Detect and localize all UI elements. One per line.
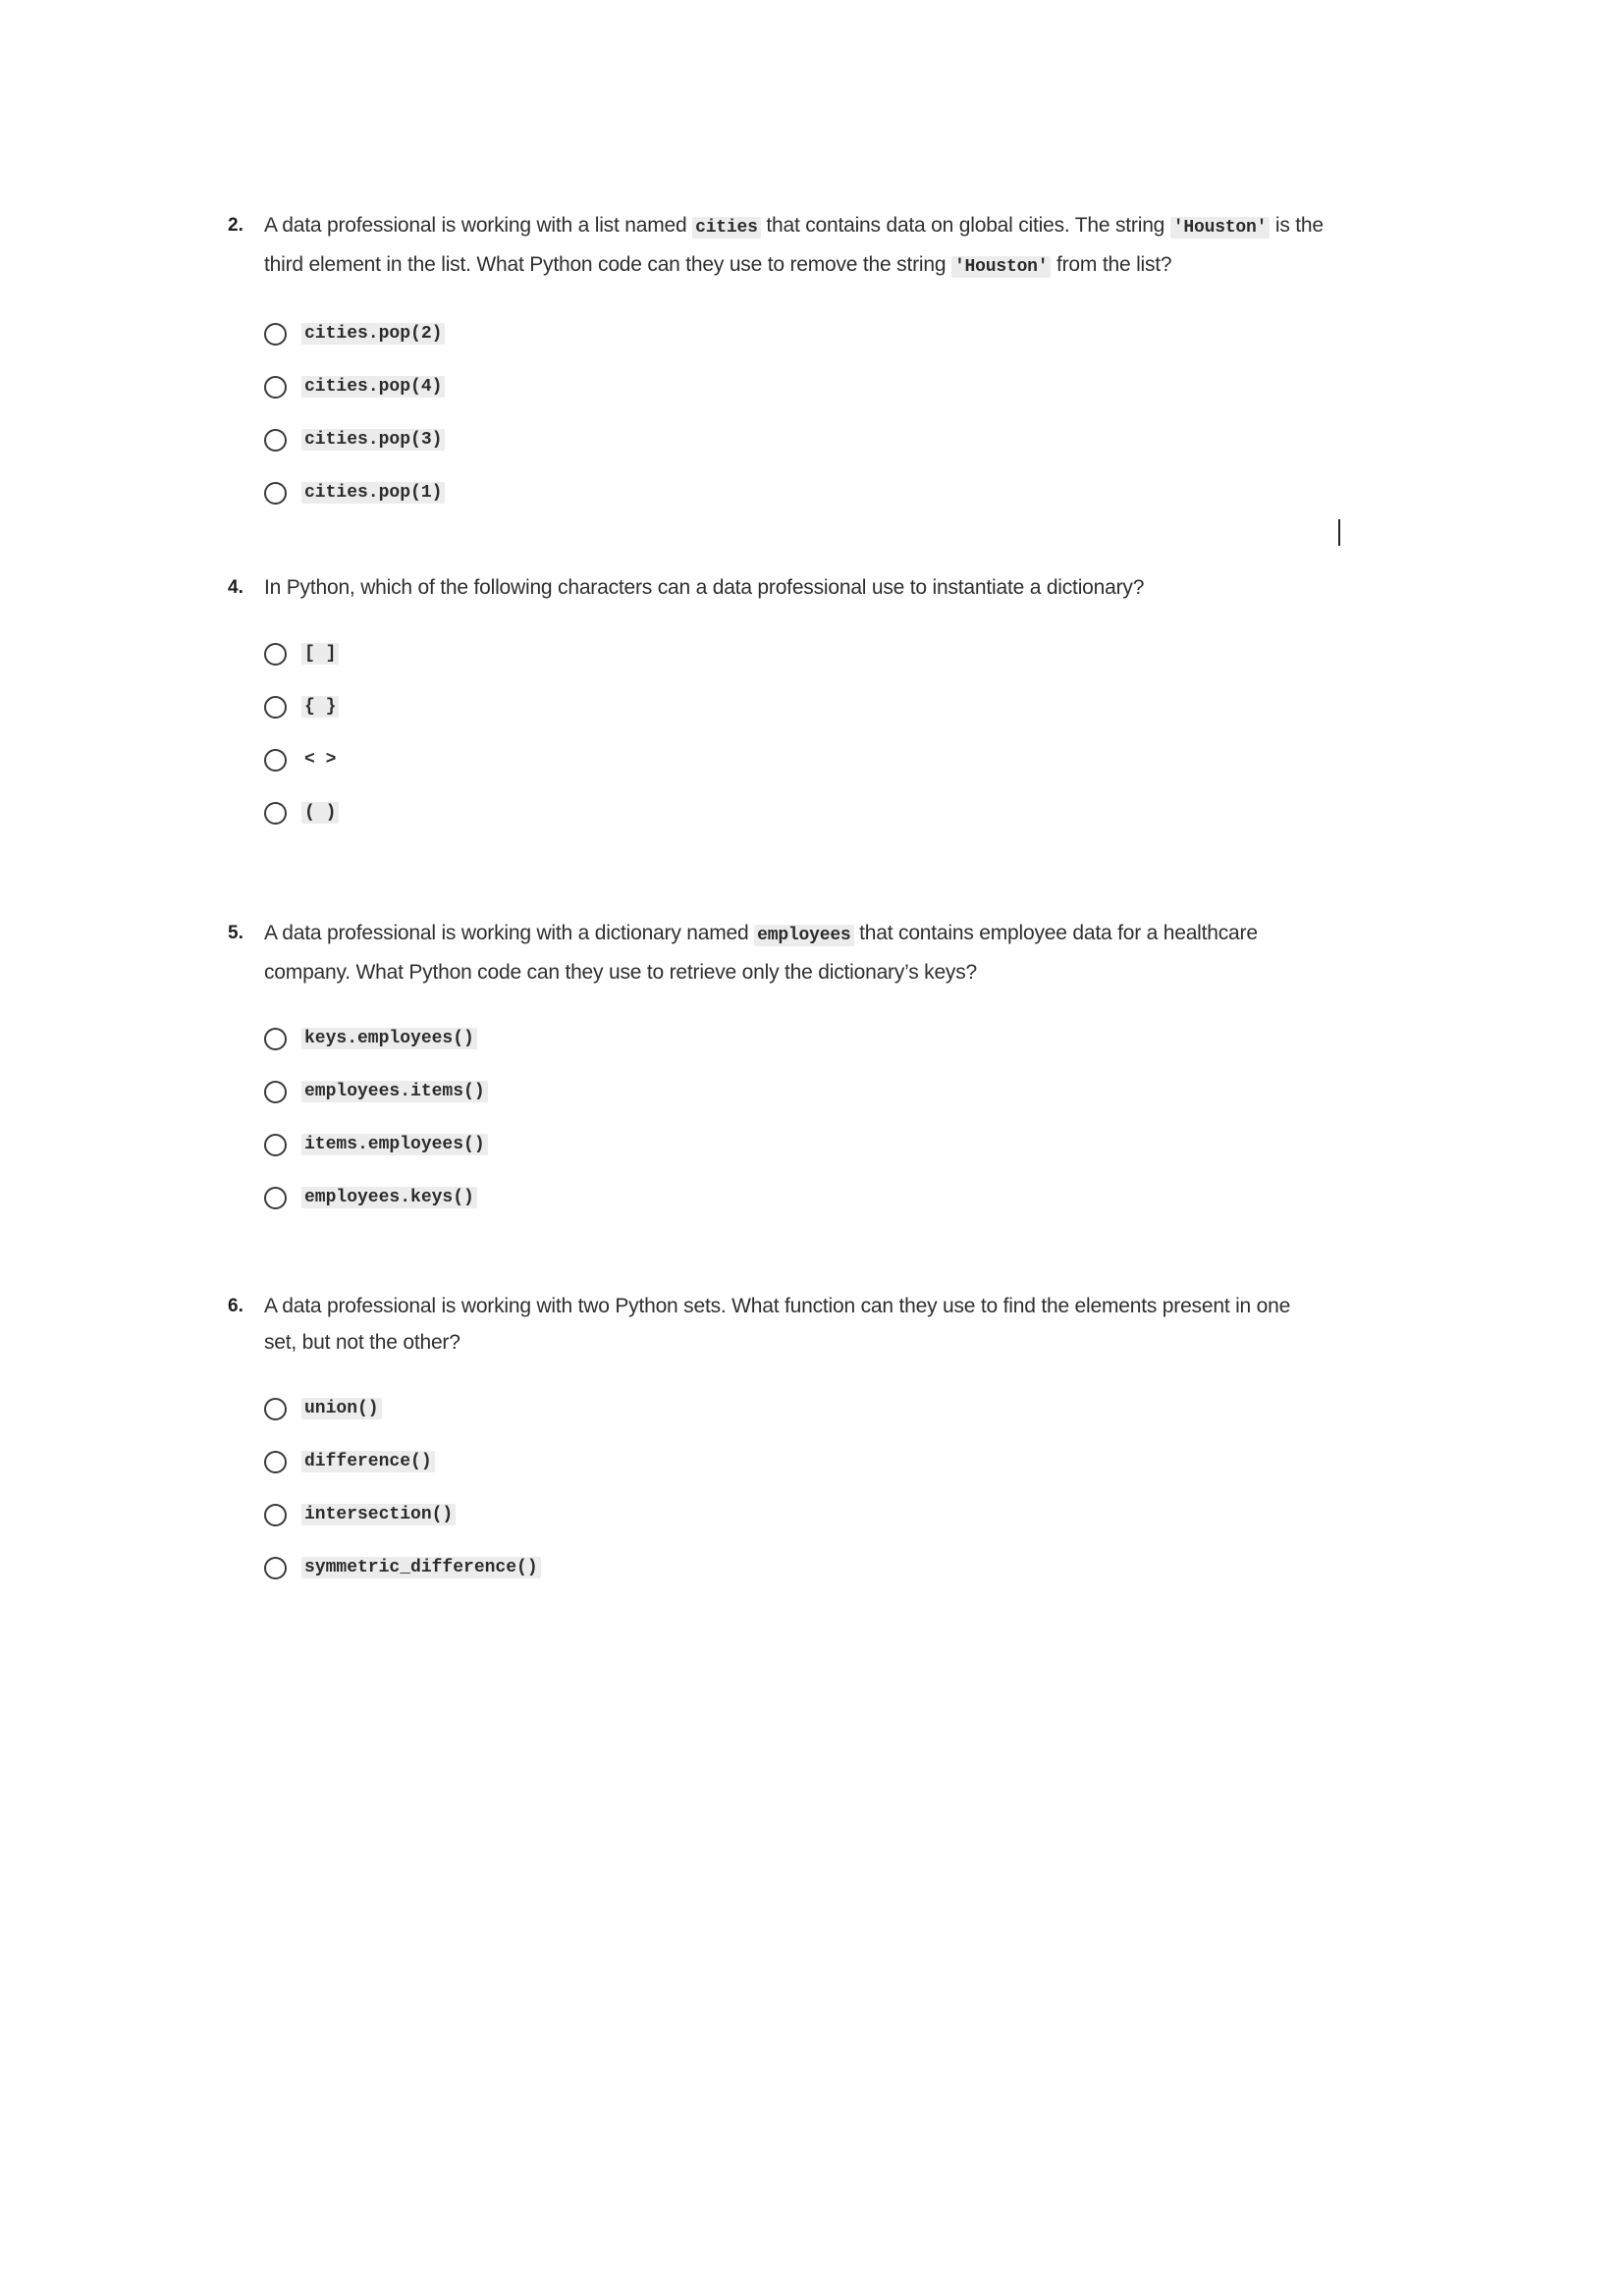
option-label: difference() (301, 1451, 435, 1472)
radio-button[interactable] (264, 1134, 287, 1156)
option[interactable] (264, 786, 1327, 839)
code-houston: 'Houston' (951, 256, 1051, 278)
radio-button[interactable] (264, 429, 287, 452)
option[interactable] (264, 1488, 1327, 1541)
option-label: < > (304, 750, 337, 770)
radio-button[interactable] (264, 749, 287, 772)
question-4 (228, 569, 1327, 839)
radio-button[interactable] (264, 643, 287, 666)
radio-button[interactable] (264, 376, 287, 399)
option-label: cities.pop(2) (301, 323, 445, 345)
option-label: items.employees() (301, 1134, 488, 1155)
radio-button[interactable] (264, 482, 287, 505)
question-text: A data professional is working with a list named cities that contains data on global cities. The string 'Houston' is the third element in the list. What Python code can they use to remove the string 'Houston' from the list? (264, 214, 1324, 277)
option-label: cities.pop(1) (301, 482, 445, 504)
question-header (228, 207, 1327, 286)
question-text: A data professional is working with two Python sets. What function can they use to find the elements present in one set, but not the other? (264, 1295, 1291, 1354)
option[interactable] (264, 413, 1327, 466)
code-cities: cities (692, 217, 761, 239)
option[interactable] (264, 360, 1327, 413)
question-header (228, 569, 1327, 606)
radio-button[interactable] (264, 1504, 287, 1526)
options-list (228, 627, 1327, 839)
option[interactable] (264, 1118, 1327, 1171)
text-cursor (1338, 519, 1340, 546)
option-label: intersection() (301, 1504, 456, 1525)
option-label: [ ] (301, 643, 339, 665)
option[interactable] (264, 307, 1327, 360)
radio-button[interactable] (264, 1028, 287, 1050)
question-number: 6. (228, 1296, 244, 1316)
code-houston: 'Houston' (1170, 217, 1270, 239)
option[interactable] (264, 1382, 1327, 1435)
option-label: keys.employees() (301, 1028, 477, 1049)
question-6 (228, 1288, 1327, 1594)
option[interactable] (264, 1065, 1327, 1118)
option-label: symmetric_difference() (301, 1557, 541, 1578)
radio-button[interactable] (264, 1081, 287, 1103)
option-label: employees.keys() (301, 1187, 477, 1208)
radio-button[interactable] (264, 696, 287, 719)
option-label: union() (301, 1398, 382, 1419)
option[interactable] (264, 1012, 1327, 1065)
option[interactable] (264, 627, 1327, 680)
question-5 (228, 915, 1327, 1224)
radio-button[interactable] (264, 802, 287, 825)
option[interactable] (264, 1541, 1327, 1594)
option-label: employees.items() (301, 1081, 488, 1102)
options-list (228, 307, 1327, 519)
option[interactable] (264, 1171, 1327, 1224)
question-text: A data professional is working with a dictionary named employees that contains employee data for a healthcare company. What Python code can they use to retrieve only the dictionary’s keys? (264, 922, 1258, 984)
question-header (228, 915, 1327, 990)
option[interactable] (264, 1435, 1327, 1488)
option-label: { } (301, 696, 339, 718)
question-number: 5. (228, 923, 244, 943)
radio-button[interactable] (264, 323, 287, 346)
options-list (228, 1012, 1327, 1224)
radio-button[interactable] (264, 1557, 287, 1579)
question-2 (228, 207, 1327, 519)
code-employees: employees (754, 925, 853, 946)
radio-button[interactable] (264, 1451, 287, 1473)
radio-button[interactable] (264, 1187, 287, 1209)
question-number: 2. (228, 215, 244, 236)
option[interactable] (264, 733, 1327, 786)
option-label: cities.pop(4) (301, 376, 445, 398)
question-header (228, 1288, 1327, 1361)
option[interactable] (264, 466, 1327, 519)
question-number: 4. (228, 577, 244, 598)
option-label: cities.pop(3) (301, 429, 445, 451)
question-text: In Python, which of the following characters can a data professional use to instantiate a dictionary? (264, 576, 1145, 599)
option[interactable] (264, 680, 1327, 733)
option-label: ( ) (301, 802, 339, 824)
options-list (228, 1382, 1327, 1594)
radio-button[interactable] (264, 1398, 287, 1420)
